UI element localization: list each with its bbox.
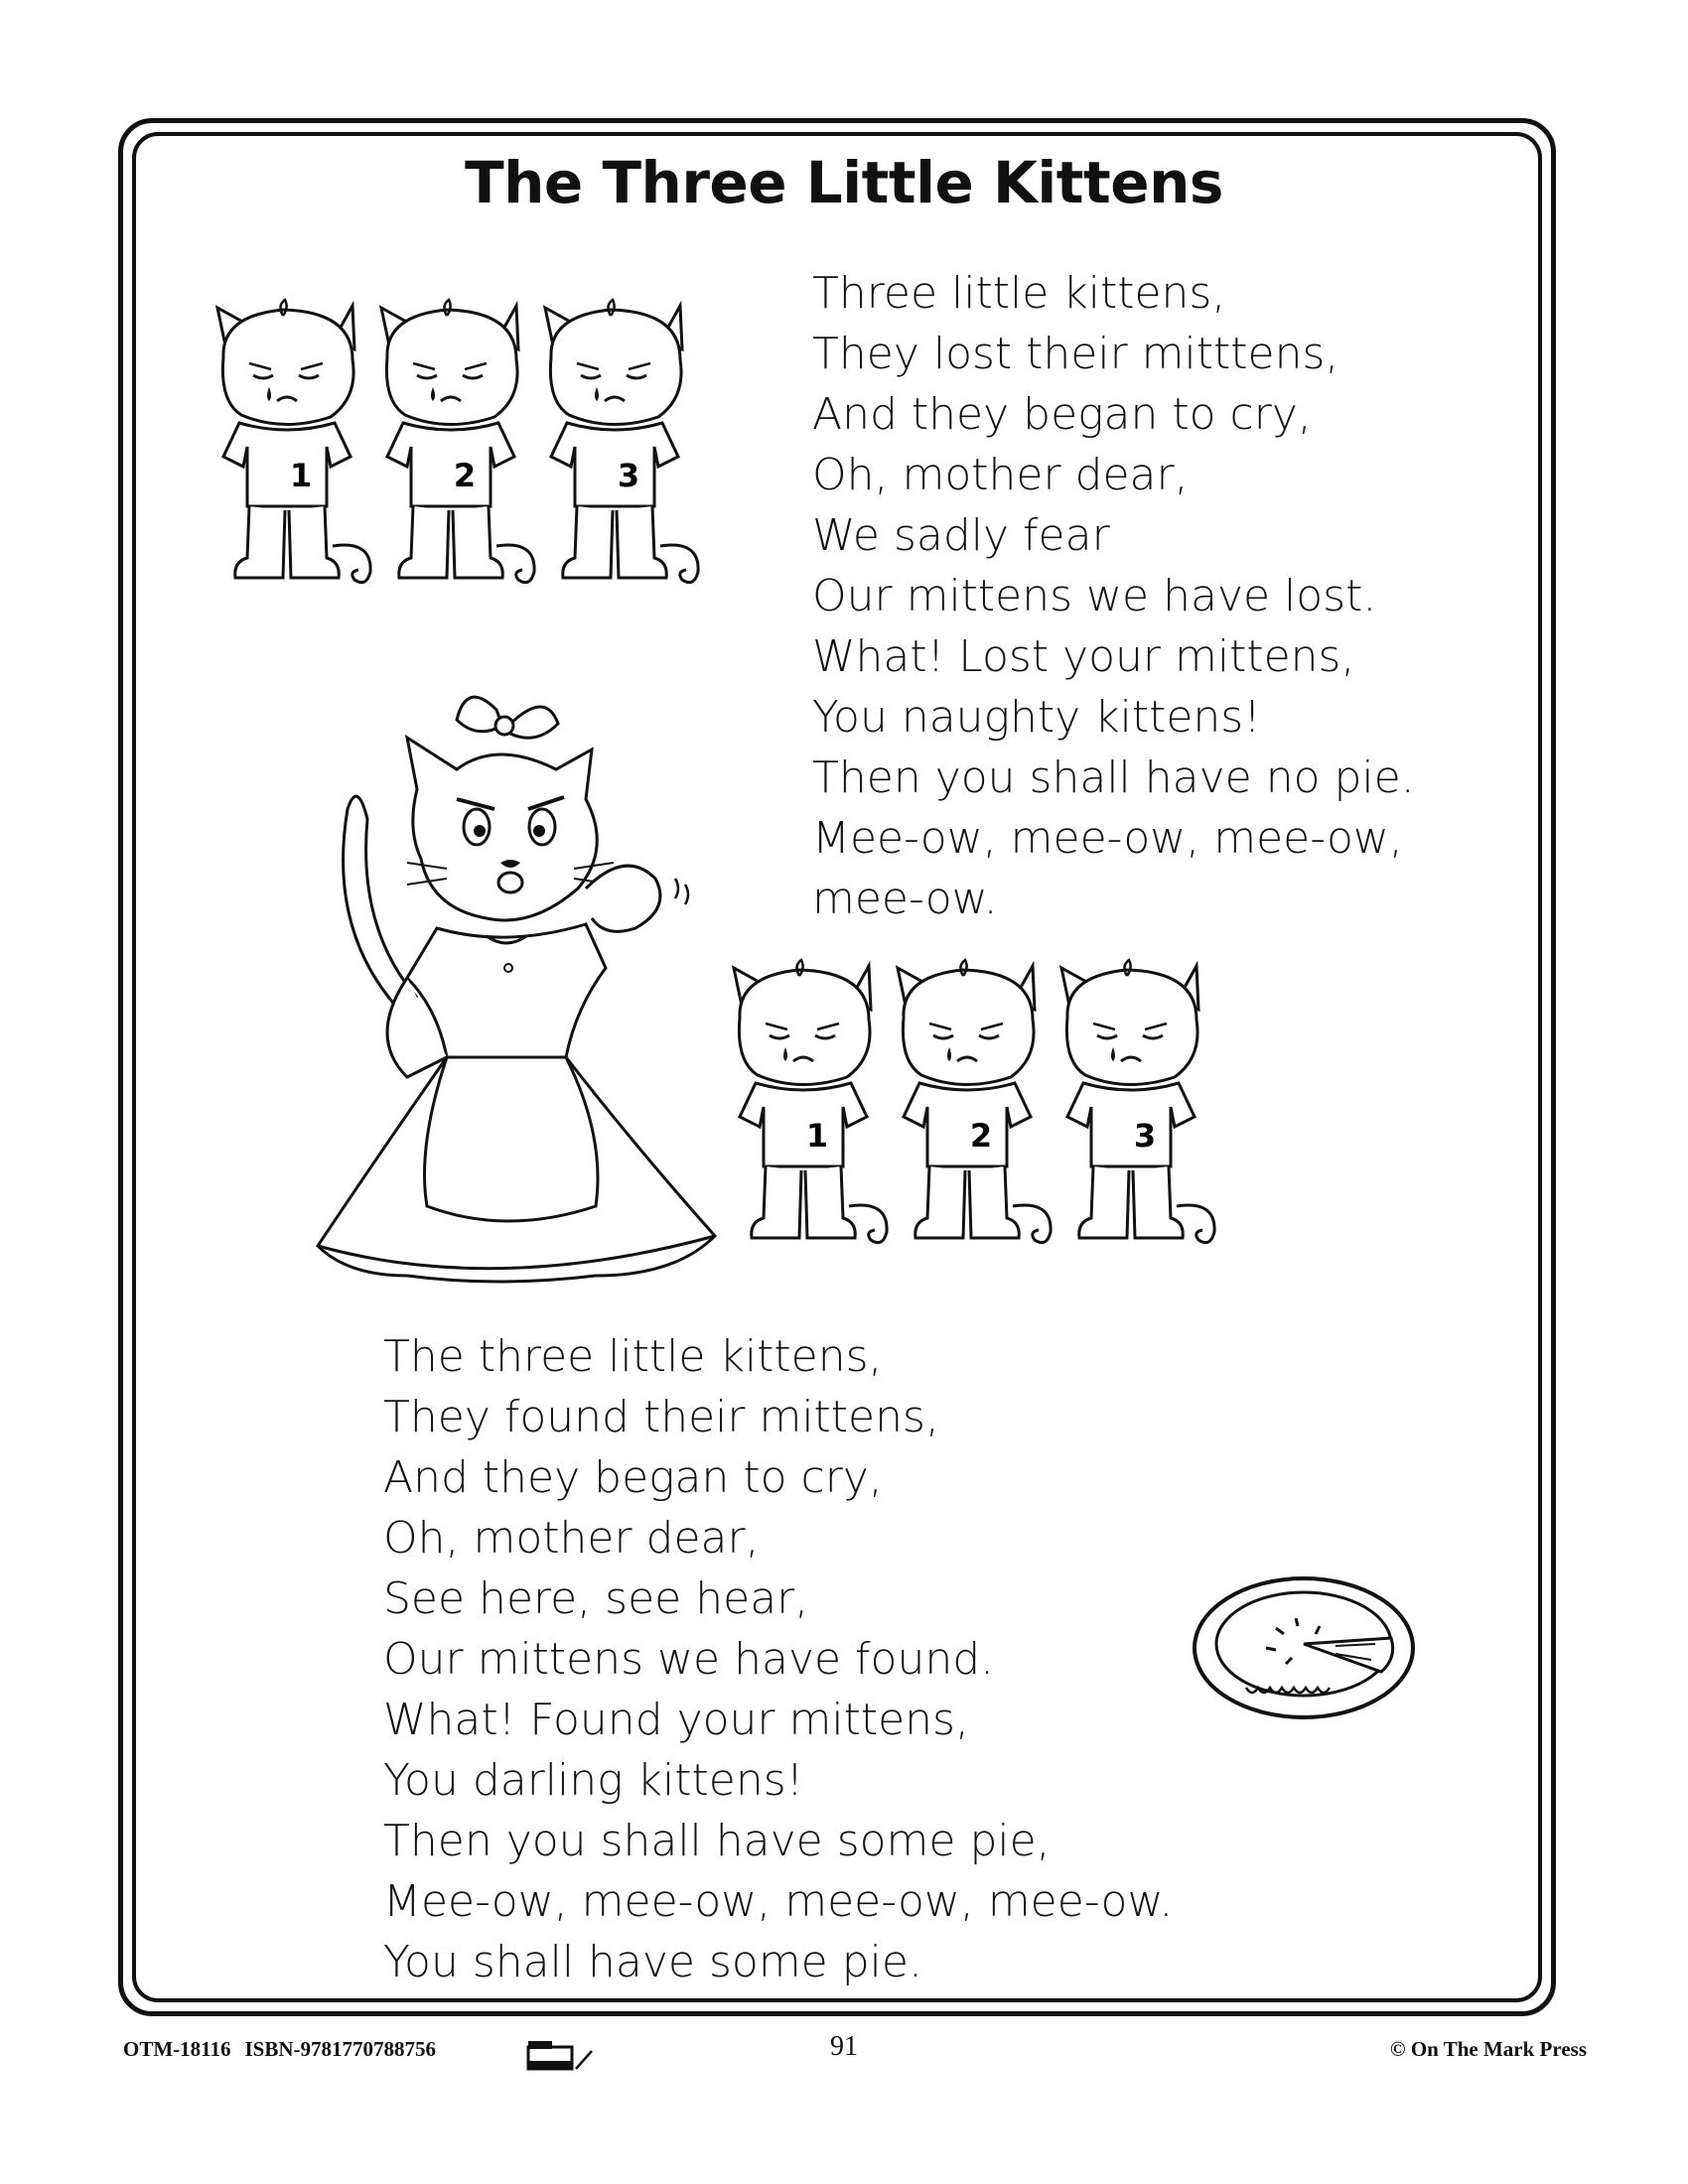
poem-line: Then you shall have some pie, [383,1816,1051,1866]
poem-line: Oh, mother dear, [812,450,1189,500]
kitten-group-top [213,298,710,606]
page-number: 91 [830,2031,858,2062]
kitten-number: 2 [453,457,477,494]
poem-line: What! Found your mittens, [383,1695,969,1745]
kitten-number: 3 [617,457,640,494]
pie-icon [1187,1569,1425,1727]
mother-cat-illustration [298,680,765,1315]
poem-line: You naughty kittens! [812,692,1261,743]
poem-line: They found their mittens, [383,1392,939,1442]
kitten-number: 1 [805,1117,829,1155]
poem-line: They lost their mitttens, [812,329,1339,379]
page-title: The Three Little Kittens [465,149,1223,216]
poem-line: Our mittens we have found. [383,1634,995,1685]
poem-line: mee-ow. [812,874,998,924]
isbn: ISBN-9781770788756 [244,2037,437,2061]
poem-line: And they began to cry, [812,389,1312,440]
kitten-group-bottom [730,958,1226,1266]
poem-line: Oh, mother dear, [383,1513,760,1564]
poem-line: Three little kittens, [812,268,1226,319]
poem-line: We sadly fear [812,510,1110,561]
poem-line: You darling kittens! [383,1755,804,1806]
poem-line: Mee-ow, mee-ow, mee-ow, mee-ow. [383,1876,1174,1927]
kitten-number: 2 [969,1117,993,1155]
verse-two [383,1326,1173,1992]
poem-line: What! Lost your mittens, [812,631,1355,682]
product-code: OTM-18116 [123,2037,231,2061]
copyright: © On The Mark Press [1389,2037,1587,2061]
poem-line: You shall have some pie. [383,1937,922,1987]
poem-line: Then you shall have no pie. [812,752,1415,803]
kitten-number: 1 [289,457,313,494]
poem-line: And they began to cry, [383,1452,883,1503]
verse-one [812,263,1415,929]
poem-line: Our mittens we have lost. [812,571,1377,621]
poem-line: Mee-ow, mee-ow, mee-ow, [812,813,1403,864]
kitten-number: 3 [1133,1117,1157,1155]
poem-line: The three little kittens, [383,1331,883,1382]
poem-line: See here, see hear, [383,1573,809,1624]
